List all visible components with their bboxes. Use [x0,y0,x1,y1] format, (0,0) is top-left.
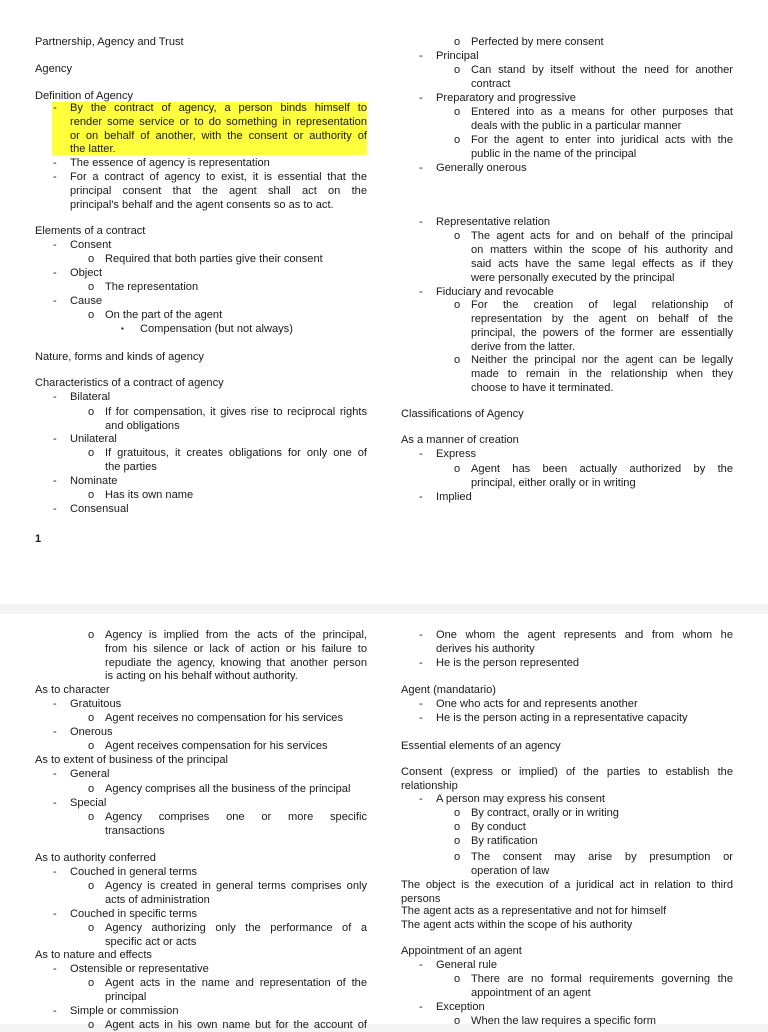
sub-bullet-continuation: principal [105,991,147,1003]
object-paragraph-continuation: persons [401,893,441,905]
nature-effects-heading: As to nature and effects [35,949,152,961]
object-paragraph: The object is the execution of a juridical act in relation to third [401,879,733,891]
bullet-continuation: principal's behalf and the agent consents so as to act. [70,199,334,211]
sub-bullet-continuation: repudiate the agency, knowing that another person [105,657,367,669]
sub-bullet-item: o By ratification [454,835,538,847]
sub-bullet-continuation: made to remain in the relationship when they [471,368,733,380]
nature-heading: Nature, forms and kinds of agency [35,351,204,363]
sub-bullet-continuation: choose to have it terminated. [471,382,614,394]
sub-bullet-item: o Agency is implied from the acts of the principal, [88,629,367,641]
bullet-item: - General rule [419,959,498,971]
sub-bullet-continuation: derive from the latter. [471,341,576,353]
sub-bullet-continuation: representation by the agent on behalf of the [471,313,733,325]
sub-bullet-item: o If gratuitous, it creates obligations for only one of [88,447,367,459]
bullet-item: - Consent [53,239,112,251]
sub-bullet-item: o By conduct [454,821,526,833]
bullet-item: - Ostensible or representative [53,963,209,975]
sub-bullet-item: o The agent acts for and on behalf of the principal [454,230,733,242]
bullet-item: - He is the person acting in a representative capacity [419,712,688,724]
sub-bullet-item: o The consent may arise by presumption or [454,851,733,863]
sub-sub-bullet-item: ▪ Compensation (but not always) [121,323,293,335]
sub-bullet-item: o Agent acts in his own name but for the account of [88,1019,367,1031]
sub-bullet-continuation: appointment of an agent [471,987,591,999]
sub-bullet-item: o For the agent to enter into juridical acts with the [454,134,733,146]
bullet-item: - One who acts for and represents another [419,698,638,710]
essential-heading: Essential elements of an agency [401,740,561,752]
sub-bullet-item: o Neither the principal nor the agent can be legally [454,354,733,366]
bullet-item: - Nominate [53,475,118,487]
sub-bullet-continuation: on matters within the scope of his authority and [471,244,733,256]
extent-heading: As to extent of business of the principal [35,754,229,766]
sub-bullet-item: o Required that both parties give their consent [88,253,323,265]
appointment-heading: Appointment of an agent [401,945,522,957]
bullet-continuation: derives his authority [436,643,535,655]
sub-bullet-continuation: from his silence or lack of action or his failure to [105,643,367,655]
sub-bullet-item: o For the creation of legal relationship of [454,299,733,311]
bullet-item: - One whom the agent represents and from whom he [419,629,733,641]
bullet-item: - A person may express his consent [419,793,605,805]
sub-bullet-item: o There are no formal requirements governing the [454,973,733,985]
bullet-item: - Fiduciary and revocable [419,286,554,298]
bullet-item: - Exception [419,1001,485,1013]
sub-bullet-item: o Perfected by mere consent [454,36,604,48]
bullet-item: - Couched in specific terms [53,908,198,920]
characteristics-heading: Characteristics of a contract of agency [35,377,224,389]
bullet-item: - Unilateral [53,433,117,445]
sub-bullet-item: o Agent acts in the name and representation of the [88,977,367,989]
sub-bullet-item: o Agent has been actually authorized by the [454,463,733,475]
sub-bullet-item: o Agency comprises all the business of the principal [88,783,351,795]
bullet-item: - He is the person represented [419,657,580,669]
sub-bullet-item: o By contract, orally or in writing [454,807,619,819]
sub-bullet-continuation: contract [471,78,511,90]
elements-heading: Elements of a contract [35,225,146,237]
definition-heading: Definition of Agency [35,90,134,102]
sub-bullet-item: o Agency authorizing only the performance of a [88,922,367,934]
sub-bullet-continuation: acts of administration [105,894,210,906]
classifications-heading: Classifications of Agency [401,408,524,420]
bullet-continuation: the latter. [70,143,116,155]
sub-bullet-continuation: and obligations [105,420,180,432]
sub-bullet-item: o When the law requires a specific form [454,1015,656,1027]
bullet-item: - Simple or commission [53,1005,179,1017]
character-heading: As to character [35,684,110,696]
sub-bullet-continuation: principal, either orally or in writing [471,477,636,489]
page-number: 1 [35,533,42,545]
bullet-item: - By the contract of agency, a person binds himself to [53,102,367,114]
sub-bullet-continuation: principal, the powers of the former are essentially [471,327,733,339]
sub-bullet-item: o Agency comprises one or more specific [88,811,367,823]
sub-bullet-item: o Has its own name [88,489,194,501]
bullet-continuation: render some service or to do something in representation [70,116,367,128]
bullet-item: - Representative relation [419,216,551,228]
bullet-item: - Implied [419,491,472,503]
sub-bullet-continuation: were personally executed by the principal [471,272,675,284]
bullet-item: - Principal [419,50,479,62]
bullet-item: - Preparatory and progressive [419,92,576,104]
bullet-item: - Couched in general terms [53,866,198,878]
bullet-item: - General [53,768,110,780]
sub-bullet-continuation: the parties [105,461,157,473]
bullet-continuation: principal consent that the agent shall act on the [70,185,367,197]
representative-paragraph: The agent acts as a representative and not for himself [401,905,667,917]
agent-heading: Agent (mandatario) [401,684,496,696]
bullet-item: - Express [419,448,477,460]
bullet-item: - Bilateral [53,391,111,403]
sub-bullet-item: o Entered into as a means for other purposes that [454,106,733,118]
sub-bullet-item: o Agent receives compensation for his services [88,740,328,752]
bullet-item: - Generally onerous [419,162,527,174]
consent-paragraph: Consent (express or implied) of the parties to establish the [401,766,733,778]
section-heading: Agency [35,63,73,75]
consent-paragraph-continuation: relationship [401,780,458,792]
bullet-item: - The essence of agency is representation [53,157,270,169]
bullet-item: - Consensual [53,503,129,515]
sub-bullet-item: o Agent receives no compensation for his services [88,712,344,724]
sub-bullet-continuation: operation of law [471,865,550,877]
authority-heading: As to authority conferred [35,852,156,864]
sub-bullet-item: o Can stand by itself without the need for another [454,64,733,76]
sub-bullet-continuation: said acts have the same legal effects as if they [471,258,733,270]
sub-bullet-continuation: specific act or acts [105,936,197,948]
sub-bullet-item: o If for compensation, it gives rise to reciprocal rights [88,406,367,418]
bullet-item: - Special [53,797,107,809]
sub-bullet-continuation: deals with the public in a particular manner [471,120,682,132]
document-page-2 [0,614,768,1031]
manner-heading: As a manner of creation [401,434,519,446]
bullet-item: - Gratuitous [53,698,122,710]
bullet-continuation: or on behalf of another, with the consent or authority of [70,130,367,142]
bullet-item: - Object [53,267,103,279]
scope-paragraph: The agent acts within the scope of his authority [401,919,633,931]
sub-bullet-continuation: is acting on his behalf without authority. [105,670,298,682]
sub-bullet-item: o On the part of the agent [88,309,223,321]
bullet-item: - For a contract of agency to exist, it is essential that the [53,171,367,183]
document-title: Partnership, Agency and Trust [35,36,184,48]
bullet-item: - Cause [53,295,103,307]
bullet-item: - Onerous [53,726,113,738]
sub-bullet-continuation: public in the name of the principal [471,148,637,160]
sub-bullet-continuation: transactions [105,825,165,837]
sub-bullet-item: o Agency is created in general terms comprises only [88,880,367,892]
sub-bullet-item: o The representation [88,281,199,293]
